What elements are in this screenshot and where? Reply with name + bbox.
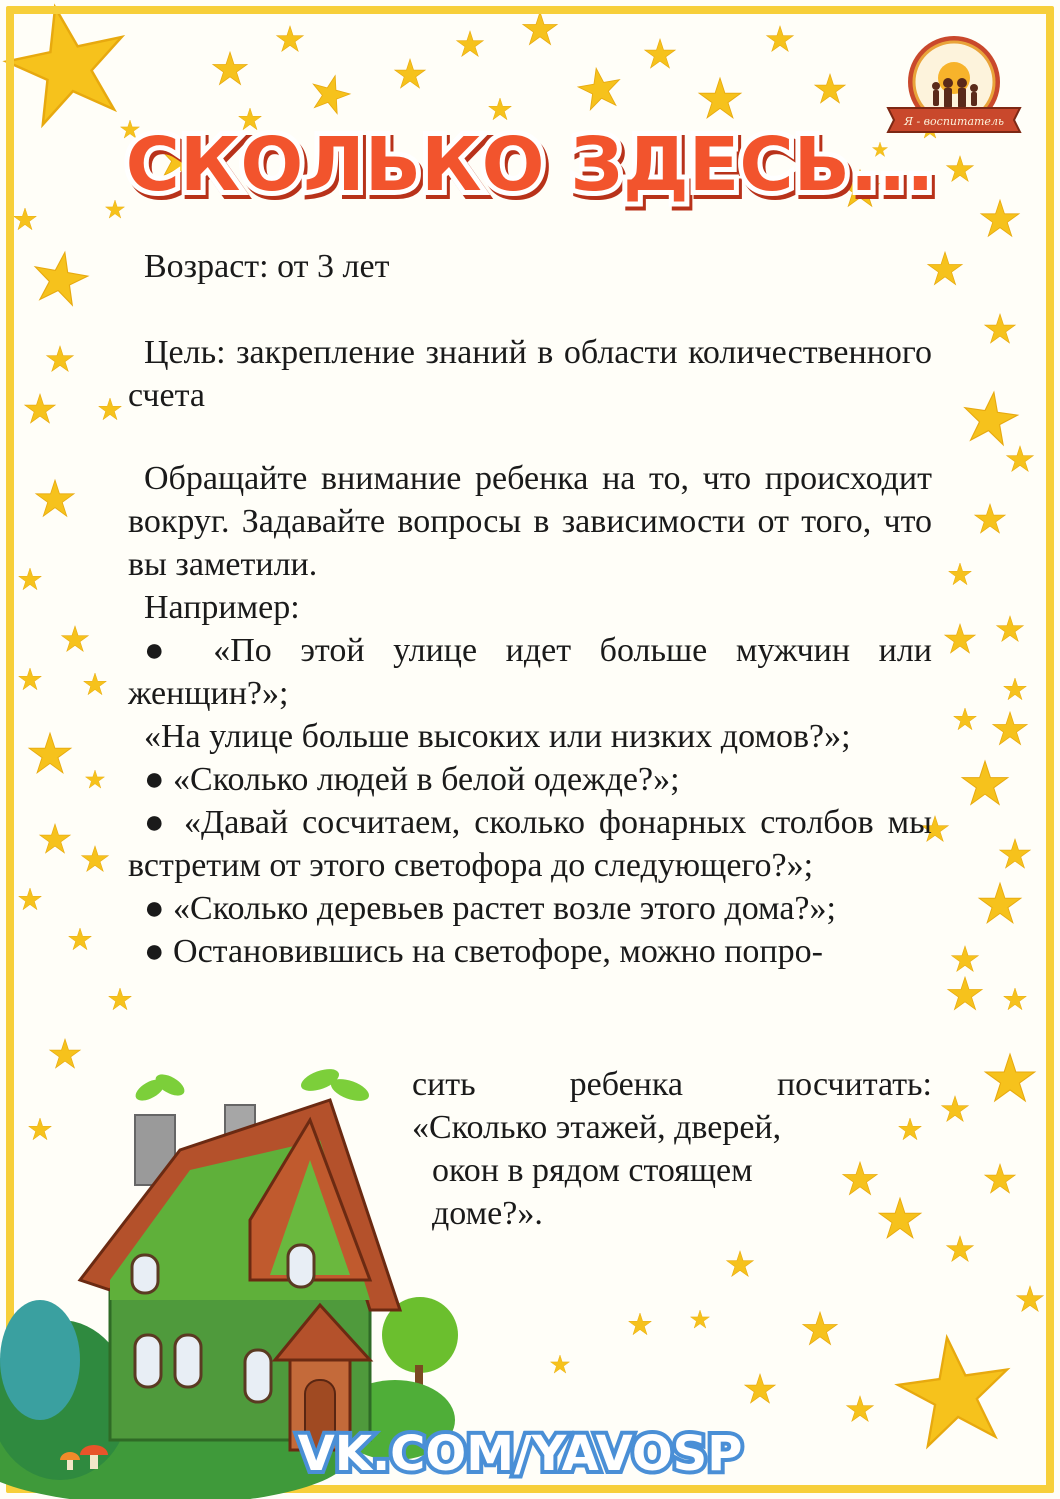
question-item: ● «Давай сосчитаем, сколько фонарных столбов мы встретим от этого светофора до следующего?»; — [128, 804, 932, 884]
last-item-line: окон в рядом стоящем — [432, 1152, 753, 1189]
footer-link-text[interactable]: VK.COM/YAVOSP — [297, 1426, 743, 1482]
content-body — [128, 245, 932, 973]
question-item: ● «Сколько людей в белой одежде?»; — [144, 761, 680, 798]
question-item: ● «Сколько деревьев растет возле этого дома?»; — [144, 890, 836, 927]
age-line: Возраст: от 3 лет — [144, 248, 390, 285]
goal-paragraph: Цель: закрепление знаний в области количественного счета — [128, 334, 932, 414]
last-item-first-line: ● Остановившись на светофоре, можно попро- — [144, 933, 823, 970]
footer-link[interactable] — [297, 1418, 743, 1484]
intro-paragraph: Обращайте внимание ребенка на то, что происходит вокруг. Задавайте вопросы в зависимости от того, что вы заметили. — [128, 460, 932, 583]
last-item-continuation — [412, 1063, 932, 1235]
last-item-line: доме?». — [432, 1195, 543, 1232]
page-title — [0, 118, 1060, 208]
last-item-line: сить ребенка посчитать: — [412, 1066, 932, 1103]
logo-caption: Я - воспитатель — [904, 115, 1004, 128]
question-item: ● «По этой улице идет больше мужчин или женщин?»; — [128, 632, 932, 712]
title-text: СКОЛЬКО ЗДЕСЬ... — [125, 122, 935, 208]
last-item-line: «Сколько этажей, дверей, — [412, 1109, 782, 1146]
question-item: «На улице больше высоких или низких домов?»; — [144, 718, 851, 755]
example-label: Например: — [144, 589, 300, 626]
